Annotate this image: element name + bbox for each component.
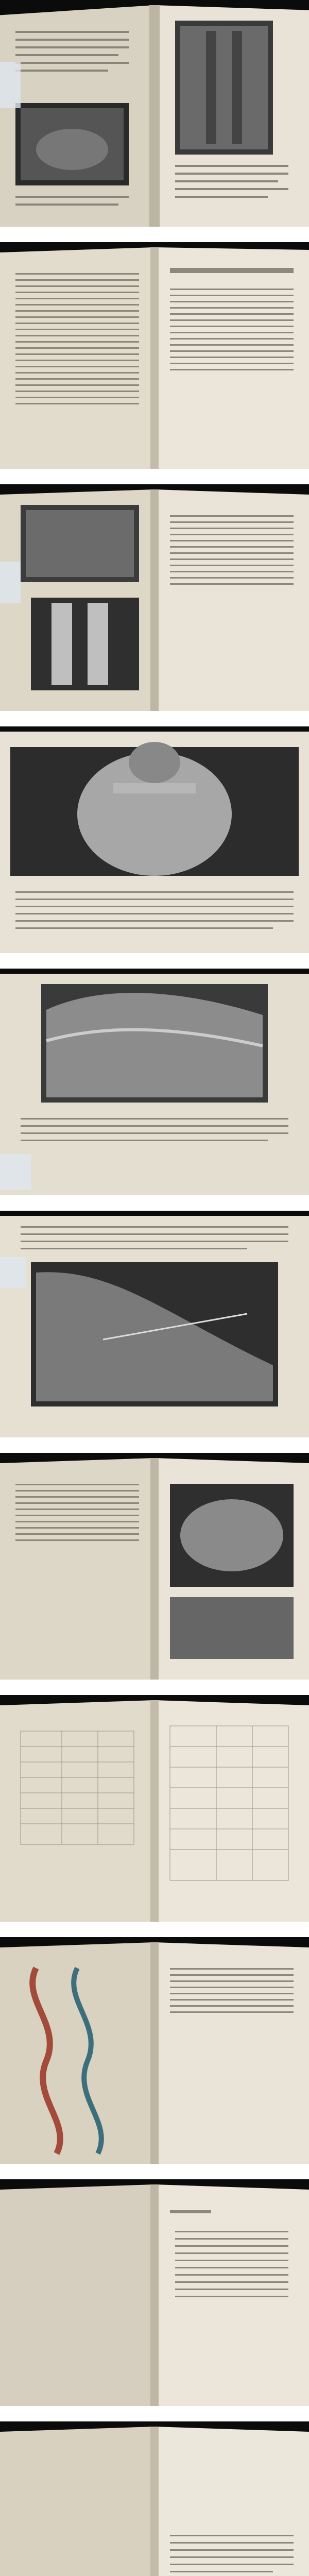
photo-4	[0, 726, 309, 953]
photo-8	[0, 1695, 309, 1922]
photo-3	[0, 484, 309, 711]
photo-11	[0, 2421, 309, 2576]
photo-6	[0, 1211, 309, 1437]
photo-2	[0, 242, 309, 469]
photo-5	[0, 969, 309, 1195]
photo-7	[0, 1453, 309, 1680]
photo-9	[0, 1937, 309, 2164]
photo-1	[0, 0, 309, 227]
photo-10	[0, 2179, 309, 2406]
